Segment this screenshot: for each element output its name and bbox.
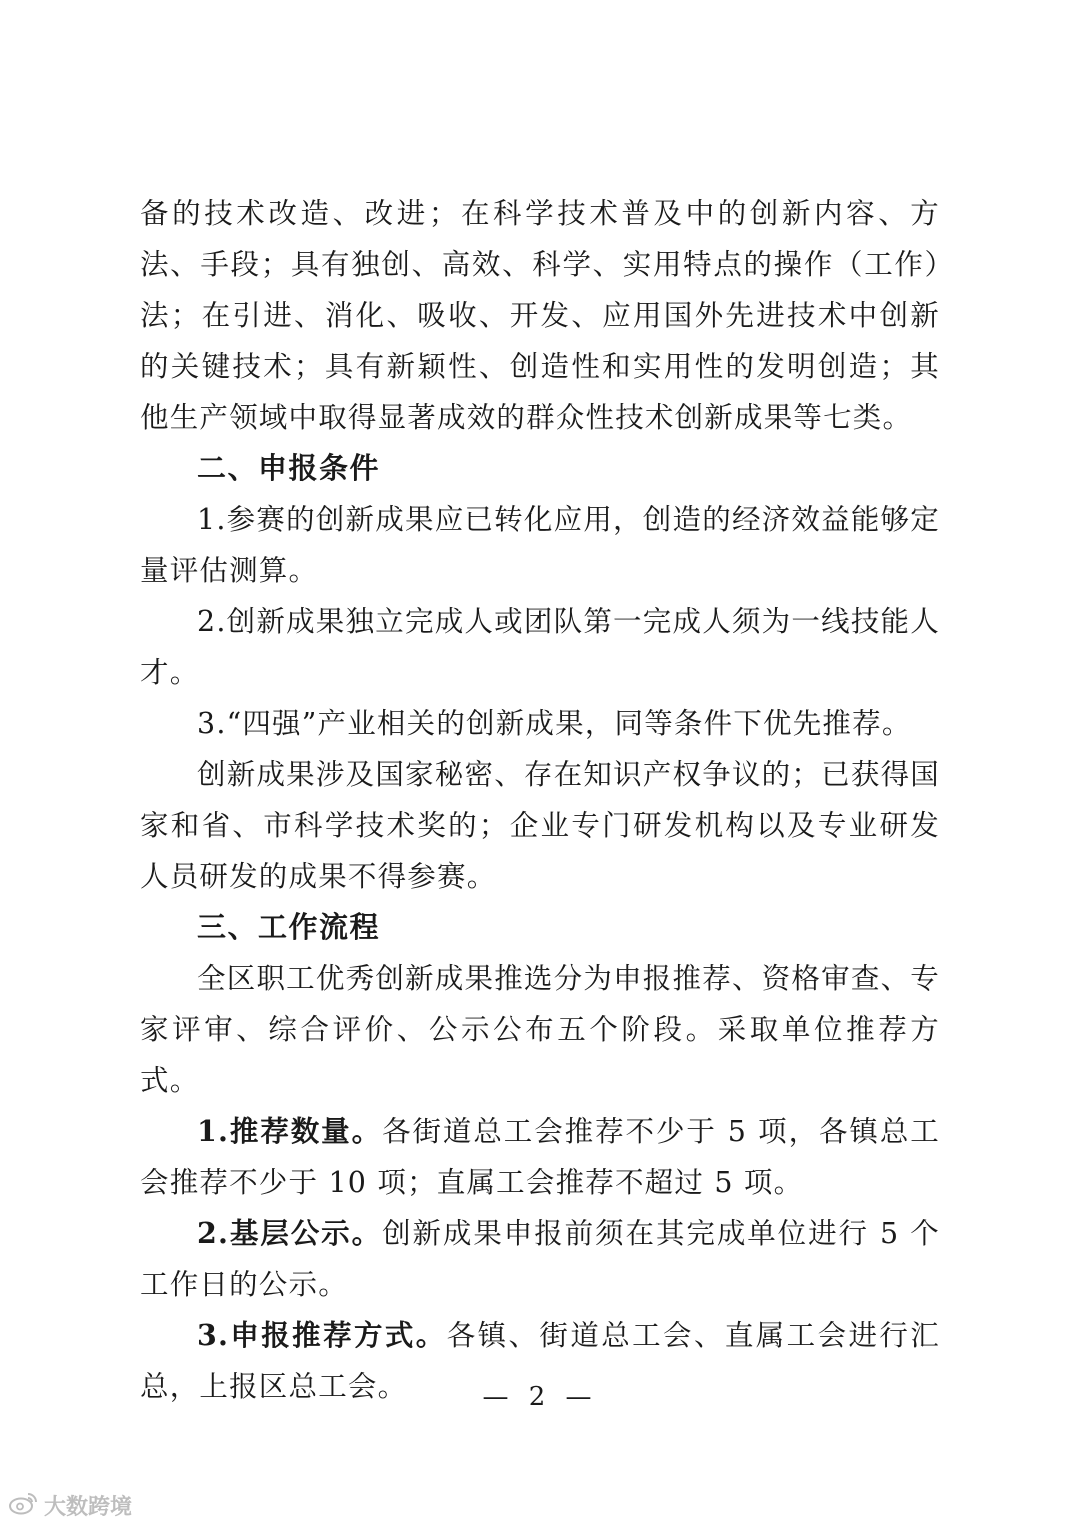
workflow-item-text: 各街道总工会推荐不少于 5 项，各镇总工会推荐不少于 10 项；直属工会推荐不超过 5 项。 — [140, 1115, 940, 1199]
document-body — [140, 188, 940, 1412]
condition-2: 2.创新成果独立完成人或团队第一完成人须为一线技能人才。 — [140, 605, 940, 689]
condition-3: 3.“四强”产业相关的创新成果，同等条件下优先推荐。 — [197, 707, 912, 740]
workflow-item-quantity — [140, 1106, 940, 1208]
section-heading-requirements: 二、申报条件 — [197, 451, 381, 485]
section-heading-workflow: 三、工作流程 — [197, 910, 381, 944]
workflow-item-text: 创新成果申报前须在其完成单位进行 5 个工作日的公示。 — [140, 1217, 940, 1301]
watermark-text: 大数跨境 — [44, 1495, 133, 1520]
weibo-icon — [8, 1491, 38, 1521]
condition-1: 1.参赛的创新成果应已转化应用，创造的经济效益能够定量评估测算。 — [140, 503, 940, 587]
workflow-overview: 全区职工优秀创新成果推选分为申报推荐、资格审查、专家评审、综合评价、公示公布五个阶段。采取单位推荐方式。 — [140, 962, 940, 1097]
page-number: — 2 — — [482, 1382, 598, 1412]
workflow-item-title: 1.推荐数量。 — [197, 1114, 383, 1148]
workflow-item-title: 3.申报推荐方式。 — [197, 1318, 447, 1352]
paragraph-categories: 备的技术改造、改进；在科学技术普及中的创新内容、方法、手段；具有独创、高效、科学、实用特点的操作（工作）法；在引进、消化、吸收、开发、应用国外先进技术中创新的关键技术；具有新颖性、创造性和实用性的发明创造；其他生产领域中取得显著成效的群众性技术创新成果等七类。 — [140, 197, 940, 434]
condition-exclusions: 创新成果涉及国家秘密、存在知识产权争议的；已获得国家和省、市科学技术奖的；企业专门研发机构以及专业研发人员研发的成果不得参赛。 — [140, 758, 940, 893]
watermark — [8, 1490, 132, 1521]
workflow-item-title: 2.基层公示。 — [197, 1216, 383, 1250]
workflow-item-publicity — [140, 1208, 940, 1310]
workflow-item-text: 各镇、街道总工会、直属工会进行汇总，上报区总工会。 — [140, 1319, 940, 1403]
